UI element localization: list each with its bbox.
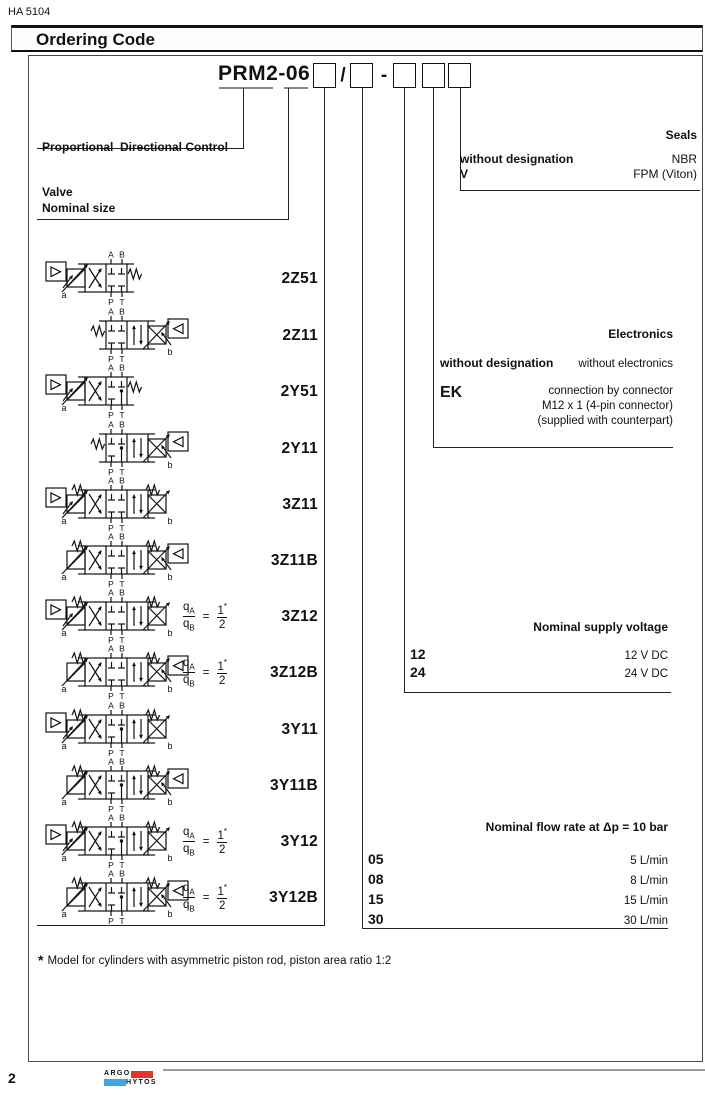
- svg-text:a: a: [61, 290, 67, 300]
- order-code-box-2: [350, 63, 373, 88]
- svg-text:a: a: [61, 797, 67, 807]
- qb: $q_B$: [183, 899, 195, 914]
- svg-text:A: A: [108, 868, 114, 879]
- svg-text:P: P: [108, 467, 114, 477]
- valve-code: 2Z51: [281, 270, 318, 287]
- svg-text:P: P: [108, 748, 114, 758]
- svg-text:P: P: [108, 354, 114, 364]
- qa: $q_A$: [183, 656, 195, 671]
- fraction-bar: [217, 842, 227, 843]
- valve-code: 2Y51: [280, 383, 318, 400]
- svg-text:T: T: [119, 916, 125, 926]
- fraction-bar: [183, 897, 195, 898]
- svg-text:a: a: [61, 572, 67, 582]
- svg-text:A: A: [108, 812, 114, 823]
- svg-text:T: T: [119, 691, 125, 701]
- valve-code: 3Y11B: [269, 777, 318, 794]
- qa: $q_A$: [183, 600, 195, 615]
- logo-row-bottom: [104, 1079, 157, 1088]
- logo-red-box: [131, 1071, 153, 1078]
- flow-rate-value: 30 L/min: [623, 915, 668, 927]
- valve-code: 2Z11: [282, 327, 318, 344]
- qa: $q_A$: [183, 825, 195, 840]
- flow-rate-code: 05: [368, 851, 384, 867]
- flow-rate-rows: [368, 850, 668, 930]
- fraction-bar: [217, 673, 227, 674]
- electronics-title: Electronics: [608, 327, 673, 341]
- valve-row-3Y11B: [37, 757, 323, 814]
- valve-code: 3Y12: [280, 833, 318, 850]
- svg-text:a: a: [61, 403, 67, 413]
- flow-rate-value: 5 L/min: [630, 855, 668, 867]
- flow-ratio: [183, 644, 227, 701]
- logo-row-top: [104, 1070, 157, 1079]
- seals-row: [460, 167, 697, 182]
- svg-text:P: P: [108, 297, 114, 307]
- svg-text:A: A: [108, 643, 114, 654]
- svg-text:b: b: [167, 909, 173, 919]
- valve-code: 3Y12B: [269, 889, 318, 906]
- svg-text:B: B: [119, 362, 125, 373]
- valve-symbol: [37, 811, 207, 871]
- valve-row-2Y51: [37, 363, 323, 420]
- ratio-denominator: 2: [219, 619, 226, 632]
- valve-code: 3Y11: [281, 721, 318, 738]
- valve-symbol: [37, 699, 207, 759]
- seals-rows: [460, 152, 697, 182]
- svg-text:P: P: [108, 410, 114, 420]
- connector-line: [404, 692, 671, 693]
- flow-ratio: [183, 813, 227, 870]
- valve-code: 3Z11B: [270, 552, 318, 569]
- label-product-line2: Valve: [42, 185, 73, 199]
- order-code-slash: /: [340, 65, 346, 86]
- svg-text:B: B: [119, 587, 125, 598]
- fraction-bar: [183, 616, 195, 617]
- prefix-underline-prm2: [219, 87, 273, 89]
- svg-text:b: b: [167, 797, 173, 807]
- svg-text:b: b: [167, 516, 173, 526]
- svg-text:A: A: [108, 306, 114, 317]
- connector-line: [324, 88, 325, 925]
- electronics-value-none: without electronics: [578, 358, 673, 370]
- electronics-ek-line: M12 x 1 (4-pin connector): [541, 400, 673, 412]
- seals-row: [460, 152, 697, 167]
- svg-text:a: a: [61, 684, 67, 694]
- flow-ratio-value: [217, 602, 227, 632]
- svg-text:B: B: [119, 475, 125, 486]
- svg-text:T: T: [119, 635, 125, 645]
- flow-rate-row: [368, 850, 668, 870]
- flow-rate-value: 15 L/min: [623, 895, 668, 907]
- supply-voltage-row: [410, 646, 668, 664]
- equals-sign: =: [202, 610, 210, 623]
- supply-voltage-code: 24: [410, 664, 426, 680]
- valve-row-3Y12: [37, 813, 323, 870]
- page-number: 2: [8, 1070, 16, 1086]
- flow-rate-row: [368, 890, 668, 910]
- qb: $q_B$: [183, 618, 195, 633]
- svg-text:T: T: [119, 748, 125, 758]
- svg-text:T: T: [119, 804, 125, 814]
- valve-row-2Z11: [37, 307, 323, 364]
- svg-text:b: b: [167, 684, 173, 694]
- svg-text:a: a: [61, 741, 67, 751]
- svg-text:P: P: [108, 804, 114, 814]
- fraction-bar: [217, 617, 227, 618]
- label-product-line1: Proportional Directional Control: [42, 140, 229, 154]
- svg-text:B: B: [119, 306, 125, 317]
- valve-row-2Z51: [37, 250, 323, 307]
- section-seals: [460, 128, 697, 182]
- connector-line: [460, 190, 700, 191]
- supply-voltage-value: 12 V DC: [624, 650, 668, 662]
- svg-text:A: A: [108, 249, 114, 260]
- seals-code: without designation: [460, 152, 574, 166]
- svg-text:A: A: [108, 700, 114, 711]
- supply-voltage-row: [410, 664, 668, 682]
- svg-text:T: T: [119, 467, 125, 477]
- svg-text:P: P: [108, 523, 114, 533]
- order-code-prefix: PRM2-06: [218, 62, 311, 85]
- valve-symbol: [37, 867, 207, 927]
- valve-symbol: [37, 530, 207, 590]
- flow-ratio-qa-qb: [183, 882, 195, 914]
- valve-symbol: [37, 755, 207, 815]
- logo-text-hytos: HYTOS: [126, 1078, 157, 1086]
- connector-line: [243, 88, 244, 148]
- svg-text:B: B: [119, 419, 125, 430]
- valve-row-3Y11: [37, 701, 323, 758]
- electronics-code-none: without designation: [440, 356, 554, 370]
- valve-code: 3Z12: [281, 608, 318, 625]
- valve-row-3Z11: [37, 476, 323, 533]
- flow-ratio: [183, 588, 227, 645]
- supply-voltage-title: Nominal supply voltage: [533, 620, 668, 634]
- order-code-box-5: [448, 63, 471, 88]
- seals-title: Seals: [665, 128, 697, 142]
- valve-symbol: [37, 586, 207, 646]
- svg-text:P: P: [108, 916, 114, 926]
- svg-text:T: T: [119, 579, 125, 589]
- valve-symbol: [37, 642, 207, 702]
- svg-text:T: T: [119, 410, 125, 420]
- flow-ratio-qa-qb: [183, 657, 195, 689]
- argo-hytos-logo: [104, 1070, 157, 1087]
- valve-symbol: [37, 418, 207, 478]
- svg-text:A: A: [108, 756, 114, 767]
- flow-rate-code: 08: [368, 871, 384, 887]
- footnote-star: *: [38, 952, 44, 968]
- equals-sign: =: [202, 835, 210, 848]
- ratio-numerator: 1*: [217, 657, 227, 673]
- equals-sign: =: [202, 666, 210, 679]
- electronics-ek-description: [537, 384, 673, 429]
- svg-text:b: b: [167, 460, 173, 470]
- svg-text:A: A: [108, 419, 114, 430]
- order-code-box-3: [393, 63, 416, 88]
- valve-row-3Y12B: [37, 869, 323, 926]
- electronics-code-ek: EK: [440, 384, 463, 401]
- svg-text:B: B: [119, 531, 125, 542]
- svg-text:B: B: [119, 249, 125, 260]
- seals-value: NBR: [671, 152, 697, 166]
- equals-sign: =: [202, 891, 210, 904]
- section-flow-rate: [368, 820, 668, 930]
- fraction-bar: [183, 841, 195, 842]
- valve-code: 3Z11: [282, 496, 318, 513]
- svg-text:A: A: [108, 531, 114, 542]
- page-title: Ordering Code: [36, 30, 156, 49]
- order-code-box-1: [313, 63, 336, 88]
- valve-code: 2Y11: [281, 440, 318, 457]
- section-supply-voltage: [410, 620, 668, 682]
- svg-text:b: b: [167, 741, 173, 751]
- flow-rate-row: [368, 910, 668, 930]
- logo-cyan-box: [104, 1079, 126, 1086]
- connector-line: [404, 88, 405, 692]
- flow-ratio: [183, 869, 227, 926]
- electronics-ek-line: (supplied with counterpart): [537, 415, 673, 427]
- svg-text:P: P: [108, 579, 114, 589]
- connector-line: [288, 88, 289, 219]
- svg-text:b: b: [167, 572, 173, 582]
- svg-text:B: B: [119, 643, 125, 654]
- seals-code: V: [460, 167, 469, 181]
- svg-text:P: P: [108, 635, 114, 645]
- valve-code: 3Z12B: [269, 664, 318, 681]
- connector-line: [433, 447, 673, 448]
- ratio-denominator: 2: [219, 900, 226, 913]
- ratio-numerator: 1*: [217, 601, 227, 617]
- svg-text:B: B: [119, 812, 125, 823]
- ratio-denominator: 2: [219, 675, 226, 688]
- fraction-bar: [183, 672, 195, 673]
- section-electronics: [440, 327, 673, 429]
- svg-text:b: b: [167, 628, 173, 638]
- svg-text:B: B: [119, 700, 125, 711]
- ratio-numerator: 1*: [217, 882, 227, 898]
- svg-text:B: B: [119, 868, 125, 879]
- fraction-bar: [217, 898, 227, 899]
- seals-value: FPM (Viton): [633, 167, 697, 181]
- valve-symbol: [37, 474, 207, 534]
- valve-row-3Z12B: [37, 644, 323, 701]
- valve-symbol: [37, 361, 207, 421]
- flow-ratio-value: [217, 883, 227, 913]
- flow-ratio-qa-qb: [183, 826, 195, 858]
- order-code-dash: -: [380, 65, 388, 86]
- valve-row-3Z12: [37, 588, 323, 645]
- connector-line: [433, 88, 434, 447]
- qb: $q_B$: [183, 843, 195, 858]
- supply-voltage-value: 24 V DC: [624, 668, 668, 680]
- electronics-row-ek: [440, 384, 673, 429]
- supply-voltage-code: 12: [410, 646, 426, 662]
- flow-ratio-qa-qb: [183, 601, 195, 633]
- valve-row-2Y11: [37, 420, 323, 477]
- valve-symbol: [37, 248, 207, 308]
- flow-ratio-value: [217, 827, 227, 857]
- qa: $q_A$: [183, 881, 195, 896]
- svg-text:T: T: [119, 523, 125, 533]
- order-code-box-4: [422, 63, 445, 88]
- svg-text:A: A: [108, 362, 114, 373]
- document-reference: HA 5104: [8, 6, 51, 18]
- qb: $q_B$: [183, 674, 195, 689]
- svg-text:A: A: [108, 587, 114, 598]
- svg-text:P: P: [108, 860, 114, 870]
- logo-text-argo: ARGO: [104, 1070, 131, 1078]
- svg-text:b: b: [167, 853, 173, 863]
- svg-text:A: A: [108, 475, 114, 486]
- svg-text:a: a: [61, 516, 67, 526]
- flow-rate-code: 15: [368, 891, 384, 907]
- footer-rule: [163, 1069, 705, 1071]
- ratio-denominator: 2: [219, 844, 226, 857]
- svg-text:T: T: [119, 354, 125, 364]
- electronics-ek-line: connection by connector: [548, 385, 673, 397]
- flow-rate-title: Nominal flow rate at Δp = 10 bar: [485, 820, 668, 834]
- svg-text:b: b: [167, 347, 173, 357]
- connector-line: [362, 88, 363, 928]
- flow-rate-code: 30: [368, 911, 384, 927]
- svg-text:T: T: [119, 297, 125, 307]
- valve-row-3Z11B: [37, 532, 323, 589]
- electronics-row-none: [440, 356, 673, 371]
- flow-rate-row: [368, 870, 668, 890]
- supply-voltage-rows: [410, 646, 668, 682]
- svg-text:P: P: [108, 691, 114, 701]
- svg-text:a: a: [61, 853, 67, 863]
- svg-text:T: T: [119, 860, 125, 870]
- flow-rate-value: 8 L/min: [630, 875, 668, 887]
- footnote-text: Model for cylinders with asymmetric piston rod, piston area ratio 1:2: [47, 955, 392, 967]
- footnote: [38, 952, 391, 968]
- svg-text:a: a: [61, 909, 67, 919]
- ratio-numerator: 1*: [217, 826, 227, 842]
- valve-symbol: [37, 305, 207, 365]
- section-header-bar: [11, 25, 703, 52]
- svg-text:a: a: [61, 628, 67, 638]
- svg-text:B: B: [119, 756, 125, 767]
- flow-ratio-value: [217, 658, 227, 688]
- label-nominal-size: Nominal size: [42, 201, 116, 215]
